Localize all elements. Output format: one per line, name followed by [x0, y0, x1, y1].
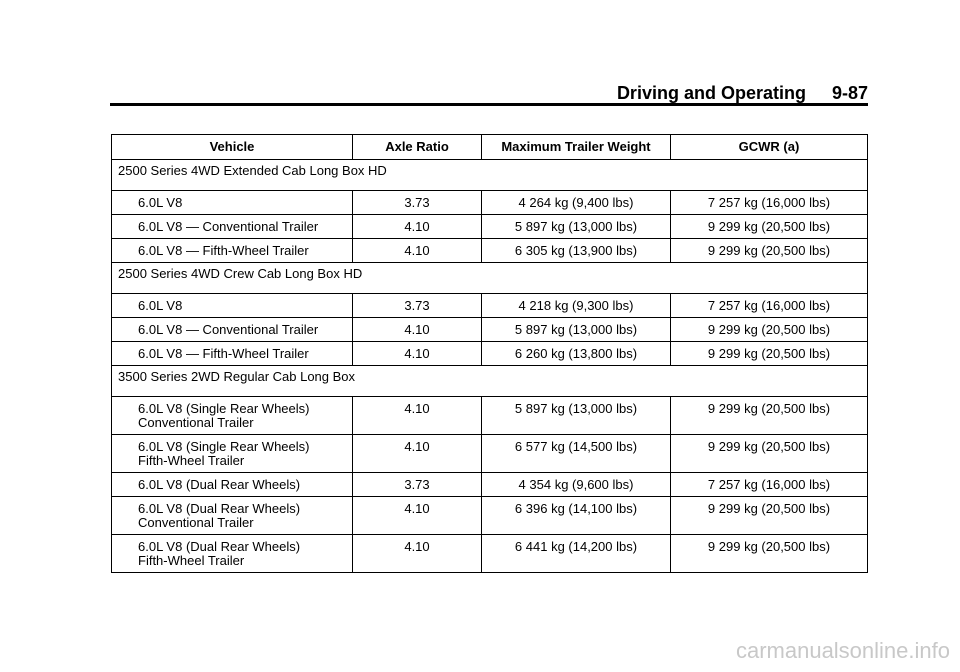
vehicle-cell — [112, 318, 353, 342]
vehicle-line: 6.0L V8 — Conventional Trailer — [138, 322, 319, 337]
axle-ratio-cell: 4.10 — [353, 318, 482, 342]
vehicle-line: 6.0L V8 (Dual Rear Wheels) — [138, 501, 301, 516]
watermark: carmanualsonline.info — [735, 638, 950, 663]
trailer-weight-table — [111, 134, 868, 573]
vehicle-line: 6.0L V8 (Dual Rear Wheels) — [138, 539, 301, 554]
axle-ratio-cell: 4.10 — [353, 342, 482, 366]
vehicle-cell — [112, 473, 353, 497]
group-row — [112, 160, 868, 191]
gcwr-cell: 9 299 kg (20,500 lbs) — [671, 342, 868, 366]
table-row — [112, 342, 868, 366]
axle-ratio-cell: 3.73 — [353, 191, 482, 215]
max-trailer-weight-cell: 4 264 kg (9,400 lbs) — [482, 191, 671, 215]
max-trailer-weight-cell: 6 260 kg (13,800 lbs) — [482, 342, 671, 366]
axle-ratio-cell: 3.73 — [353, 473, 482, 497]
table-row — [112, 318, 868, 342]
table-row — [112, 435, 868, 473]
axle-ratio-cell: 4.10 — [353, 535, 482, 573]
vehicle-line: 6.0L V8 — Fifth-Wheel Trailer — [138, 243, 309, 258]
axle-ratio-cell: 4.10 — [353, 497, 482, 535]
vehicle-line: Conventional Trailer — [138, 415, 254, 430]
max-trailer-weight-cell: 6 305 kg (13,900 lbs) — [482, 239, 671, 263]
table-body — [112, 160, 868, 573]
vehicle-cell — [112, 397, 353, 435]
max-trailer-weight-cell: 6 441 kg (14,200 lbs) — [482, 535, 671, 573]
axle-ratio-cell: 4.10 — [353, 435, 482, 473]
column-header-max-trailer-weight: Maximum Trailer Weight — [482, 135, 671, 160]
max-trailer-weight-cell: 5 897 kg (13,000 lbs) — [482, 397, 671, 435]
table-row — [112, 535, 868, 573]
gcwr-cell: 9 299 kg (20,500 lbs) — [671, 239, 868, 263]
axle-ratio-cell: 4.10 — [353, 397, 482, 435]
axle-ratio-cell: 4.10 — [353, 239, 482, 263]
max-trailer-weight-cell: 4 354 kg (9,600 lbs) — [482, 473, 671, 497]
gcwr-cell: 7 257 kg (16,000 lbs) — [671, 294, 868, 318]
vehicle-line: Conventional Trailer — [138, 515, 254, 530]
gcwr-cell: 9 299 kg (20,500 lbs) — [671, 397, 868, 435]
gcwr-cell: 9 299 kg (20,500 lbs) — [671, 318, 868, 342]
gcwr-cell: 9 299 kg (20,500 lbs) — [671, 215, 868, 239]
table-row — [112, 239, 868, 263]
vehicle-line: Fifth-Wheel Trailer — [138, 453, 245, 468]
max-trailer-weight-cell: 5 897 kg (13,000 lbs) — [482, 318, 671, 342]
vehicle-cell — [112, 435, 353, 473]
vehicle-line: 6.0L V8 — Conventional Trailer — [138, 219, 319, 234]
vehicle-cell — [112, 239, 353, 263]
axle-ratio-cell: 3.73 — [353, 294, 482, 318]
gcwr-cell: 9 299 kg (20,500 lbs) — [671, 435, 868, 473]
max-trailer-weight-cell: 5 897 kg (13,000 lbs) — [482, 215, 671, 239]
column-header-axle-ratio: Axle Ratio — [353, 135, 482, 160]
table-header-row — [112, 135, 868, 160]
group-row — [112, 366, 868, 397]
table-row — [112, 191, 868, 215]
header-rule — [110, 103, 868, 106]
max-trailer-weight-cell: 6 396 kg (14,100 lbs) — [482, 497, 671, 535]
gcwr-cell: 7 257 kg (16,000 lbs) — [671, 191, 868, 215]
gcwr-cell: 9 299 kg (20,500 lbs) — [671, 497, 868, 535]
page-header — [110, 82, 868, 104]
table-row — [112, 294, 868, 318]
vehicle-line: 6.0L V8 (Single Rear Wheels) — [138, 401, 310, 416]
table-row — [112, 473, 868, 497]
vehicle-line: 6.0L V8 (Dual Rear Wheels) — [138, 477, 301, 492]
vehicle-cell — [112, 497, 353, 535]
vehicle-cell — [112, 342, 353, 366]
table-row — [112, 497, 868, 535]
column-header-gcwr: GCWR (a) — [671, 135, 868, 160]
axle-ratio-cell: 4.10 — [353, 215, 482, 239]
group-title: 3500 Series 2WD Regular Cab Long Box — [112, 366, 868, 397]
vehicle-line: 6.0L V8 (Single Rear Wheels) — [138, 439, 310, 454]
table-row — [112, 397, 868, 435]
group-row — [112, 263, 868, 294]
max-trailer-weight-cell: 4 218 kg (9,300 lbs) — [482, 294, 671, 318]
vehicle-line: 6.0L V8 — Fifth-Wheel Trailer — [138, 346, 309, 361]
column-header-vehicle: Vehicle — [112, 135, 353, 160]
vehicle-cell — [112, 191, 353, 215]
vehicle-line: 6.0L V8 — [138, 195, 183, 210]
section-title: Driving and Operating — [616, 83, 806, 103]
group-title: 2500 Series 4WD Extended Cab Long Box HD — [112, 160, 868, 191]
group-title: 2500 Series 4WD Crew Cab Long Box HD — [112, 263, 868, 294]
vehicle-cell — [112, 294, 353, 318]
page-number: 9-87 — [831, 83, 868, 103]
max-trailer-weight-cell: 6 577 kg (14,500 lbs) — [482, 435, 671, 473]
vehicle-line: 6.0L V8 — [138, 298, 183, 313]
vehicle-cell — [112, 535, 353, 573]
gcwr-cell: 9 299 kg (20,500 lbs) — [671, 535, 868, 573]
table-row — [112, 215, 868, 239]
vehicle-cell — [112, 215, 353, 239]
vehicle-line: Fifth-Wheel Trailer — [138, 553, 245, 568]
gcwr-cell: 7 257 kg (16,000 lbs) — [671, 473, 868, 497]
